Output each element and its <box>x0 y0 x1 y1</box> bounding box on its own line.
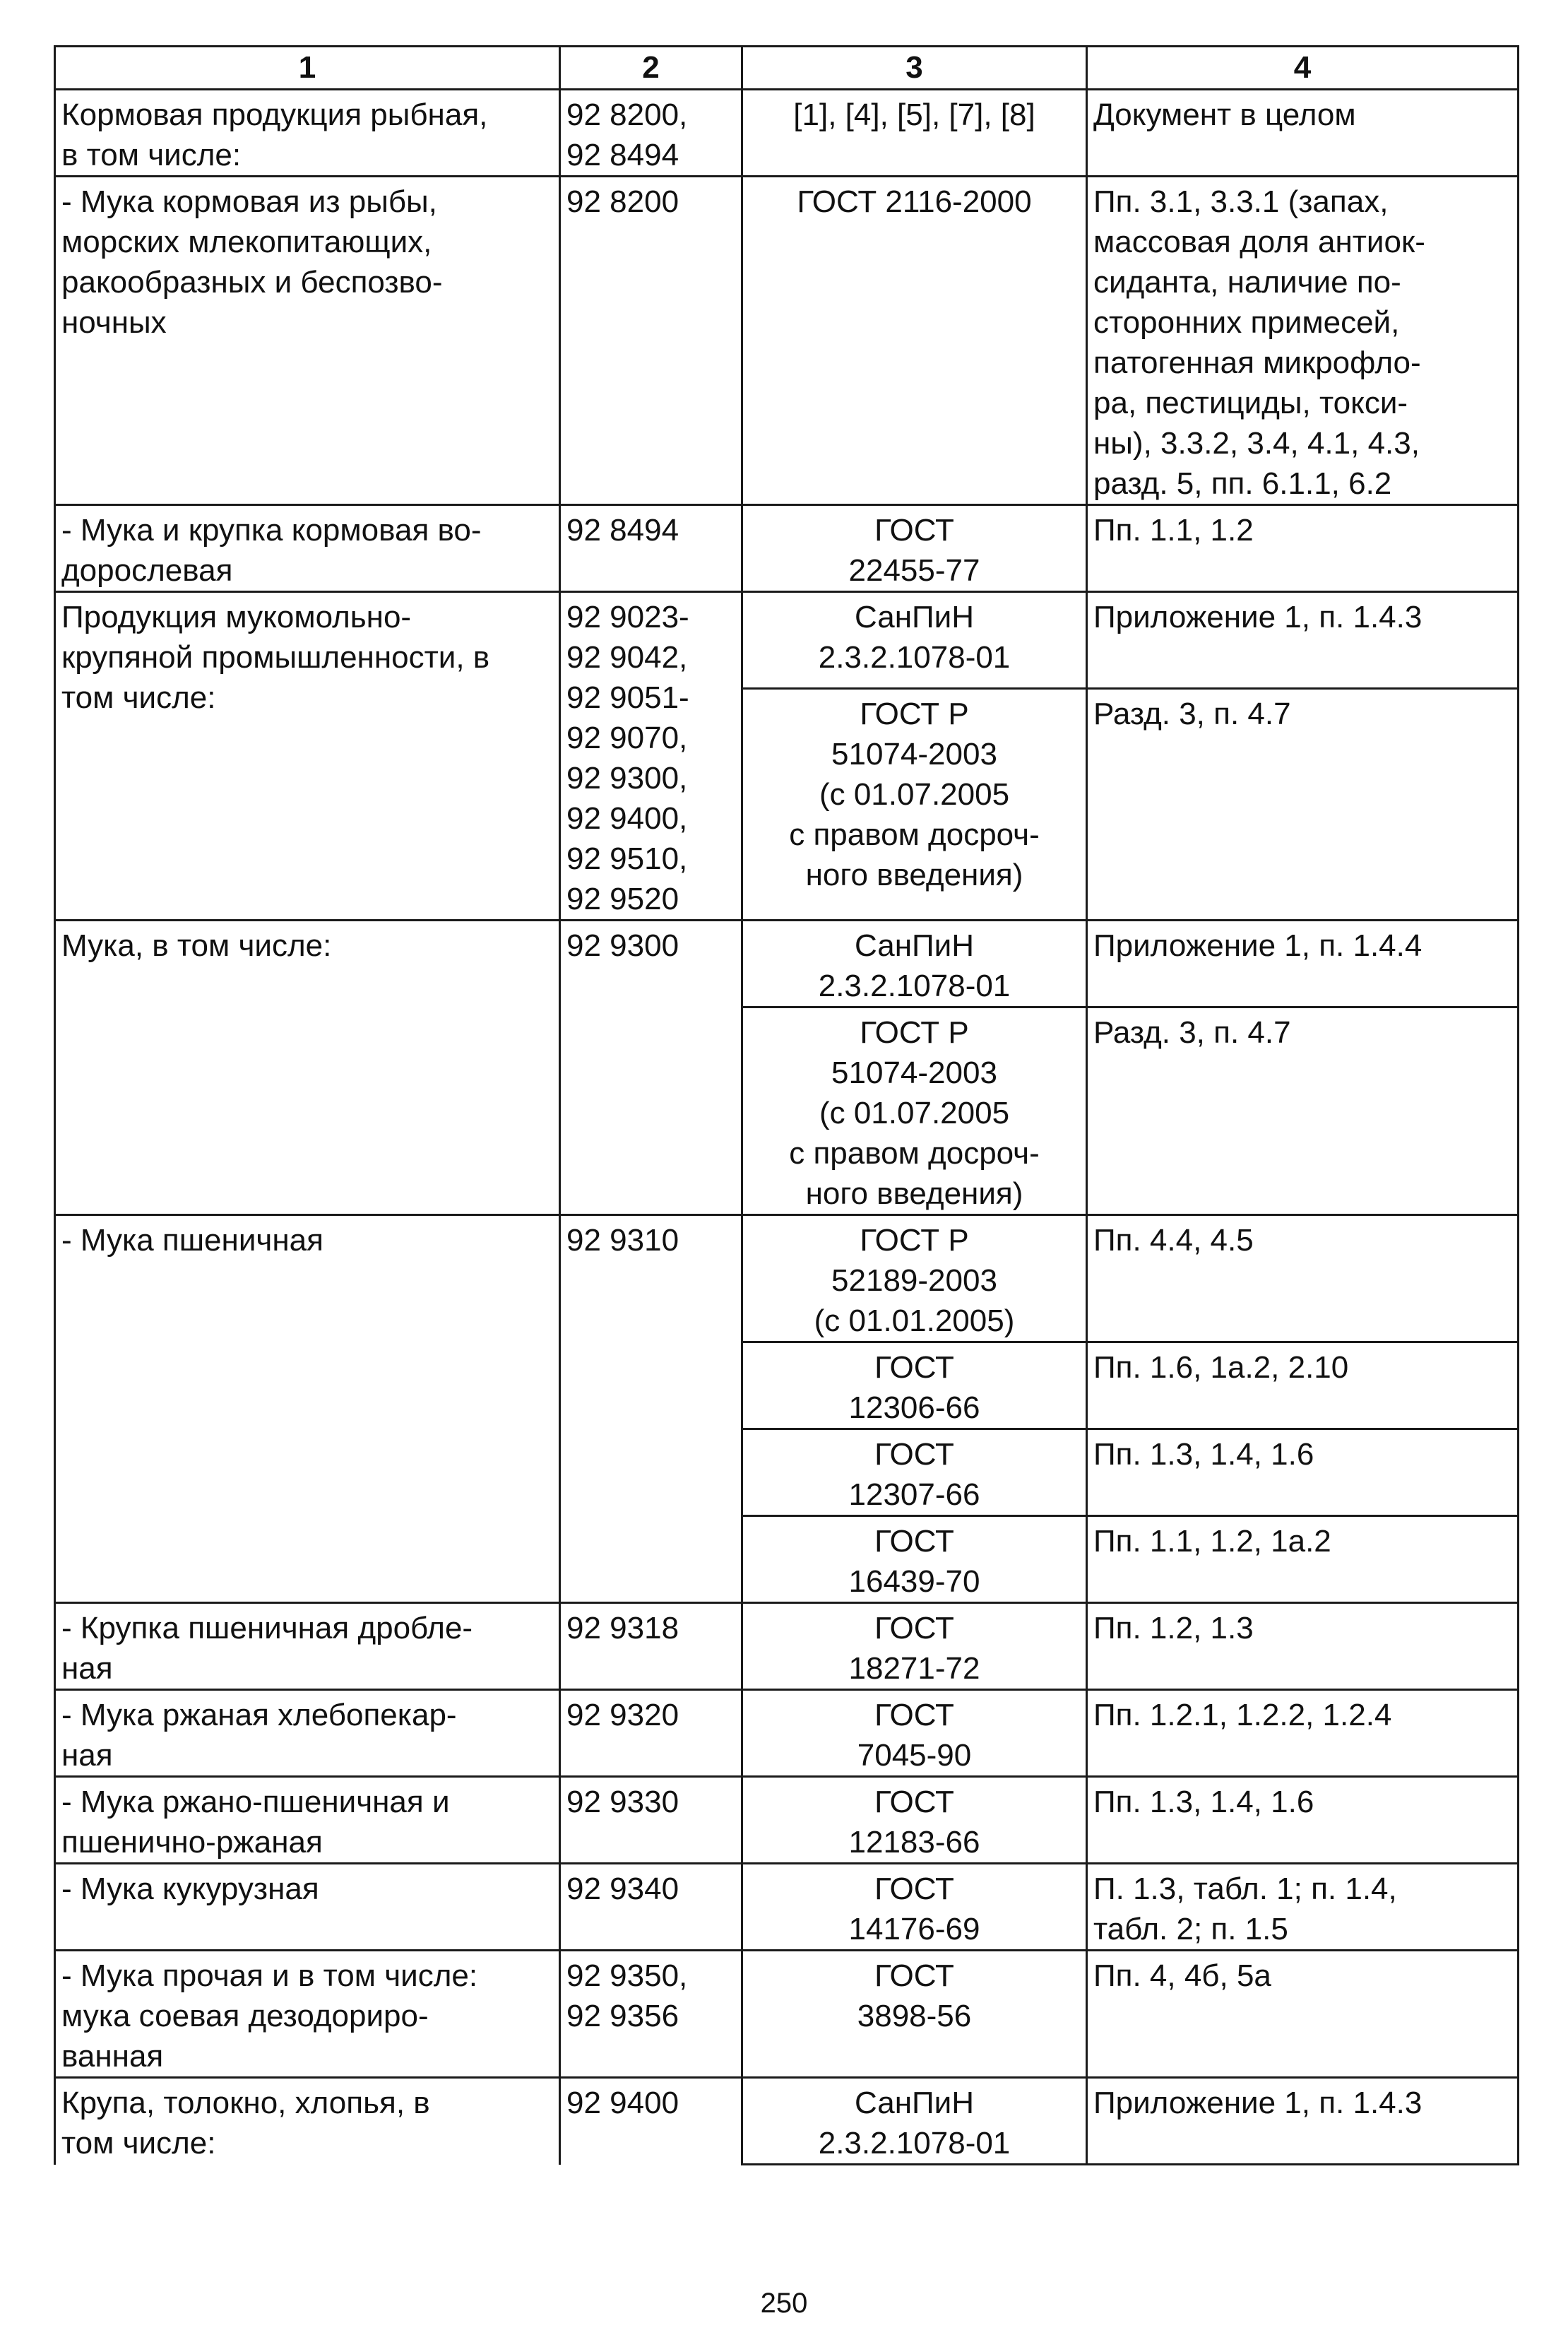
document-cell: СанПиН 2.3.2.1078-01 <box>742 921 1087 1007</box>
code-cell: 92 9320 <box>560 1690 742 1777</box>
requirements-cell: Пп. 1.6, 1а.2, 2.10 <box>1087 1342 1519 1429</box>
document-cell: [1], [4], [5], [7], [8] <box>742 90 1087 177</box>
product-cell: - Мука и крупка кормовая во- дорослевая <box>55 505 560 592</box>
product-cell: - Мука пшеничная <box>55 1215 560 1603</box>
code-cell: 92 8200, 92 8494 <box>560 90 742 177</box>
document-cell: ГОСТ 12306-66 <box>742 1342 1087 1429</box>
document-cell: ГОСТ 3898-56 <box>742 1951 1087 2078</box>
table-row <box>55 1864 1519 1951</box>
requirements-cell: Пп. 1.1, 1.2, 1а.2 <box>1087 1516 1519 1603</box>
requirements-cell: Разд. 3, п. 4.7 <box>1087 1007 1519 1215</box>
requirements-cell: Пп. 4.4, 4.5 <box>1087 1215 1519 1342</box>
document-cell: СанПиН 2.3.2.1078-01 <box>742 2078 1087 2165</box>
document-cell: СанПиН 2.3.2.1078-01 <box>742 592 1087 689</box>
product-cell: - Мука кормовая из рыбы, морских млекопитающих, ракообразных и беспозво- ночных <box>55 177 560 505</box>
page-number: 250 <box>760 2288 808 2319</box>
product-cell: Продукция мукомольно- крупяной промышленности, в том числе: <box>55 592 560 921</box>
product-cell: - Мука ржано-пшеничная и пшенично-ржаная <box>55 1777 560 1864</box>
product-cell: Мука, в том числе: <box>55 921 560 1215</box>
header-row <box>55 47 1519 90</box>
requirements-cell: Пп. 1.2, 1.3 <box>1087 1603 1519 1690</box>
product-cell: - Мука прочая и в том числе: мука соевая дезодориро- ванная <box>55 1951 560 2078</box>
requirements-cell: Пп. 1.3, 1.4, 1.6 <box>1087 1429 1519 1516</box>
column-header-3: 3 <box>742 47 1087 90</box>
document-cell: ГОСТ Р 52189-2003 (с 01.01.2005) <box>742 1215 1087 1342</box>
table-row <box>55 1951 1519 2078</box>
code-cell: 92 8200 <box>560 177 742 505</box>
requirements-cell: Документ в целом <box>1087 90 1519 177</box>
column-header-4: 4 <box>1087 47 1519 90</box>
document-cell: ГОСТ Р 51074-2003 (с 01.07.2005 с правом досроч- ного введения) <box>742 689 1087 921</box>
table-row <box>55 90 1519 177</box>
document-cell: ГОСТ 22455-77 <box>742 505 1087 592</box>
code-cell: 92 9310 <box>560 1215 742 1603</box>
product-cell: - Крупка пшеничная дробле- ная <box>55 1603 560 1690</box>
table-row <box>55 592 1519 689</box>
code-cell: 92 9350, 92 9356 <box>560 1951 742 2078</box>
table-row <box>55 1215 1519 1342</box>
table-row <box>55 1603 1519 1690</box>
code-cell: 92 8494 <box>560 505 742 592</box>
table-row <box>55 1777 1519 1864</box>
document-cell: ГОСТ 12307-66 <box>742 1429 1087 1516</box>
requirements-cell: Разд. 3, п. 4.7 <box>1087 689 1519 921</box>
product-cell: Крупа, толокно, хлопья, в том числе: <box>55 2078 560 2165</box>
code-cell: 92 9318 <box>560 1603 742 1690</box>
column-header-2: 2 <box>560 47 742 90</box>
requirements-cell: Приложение 1, п. 1.4.3 <box>1087 2078 1519 2165</box>
requirements-cell: Пп. 1.1, 1.2 <box>1087 505 1519 592</box>
requirements-cell: Пп. 1.2.1, 1.2.2, 1.2.4 <box>1087 1690 1519 1777</box>
document-cell: ГОСТ Р 51074-2003 (с 01.07.2005 с правом досроч- ного введения) <box>742 1007 1087 1215</box>
document-cell: ГОСТ 7045-90 <box>742 1690 1087 1777</box>
document-cell: ГОСТ 16439-70 <box>742 1516 1087 1603</box>
table-row <box>55 2078 1519 2165</box>
table-row <box>55 1690 1519 1777</box>
document-cell: ГОСТ 14176-69 <box>742 1864 1087 1951</box>
requirements-cell: П. 1.3, табл. 1; п. 1.4, табл. 2; п. 1.5 <box>1087 1864 1519 1951</box>
column-header-1: 1 <box>55 47 560 90</box>
document-cell: ГОСТ 2116-2000 <box>742 177 1087 505</box>
requirements-cell: Пп. 3.1, 3.3.1 (запах, массовая доля антиок- сиданта, наличие по- сторонних примесей, патогенная микрофло- ра, пестициды, токси- ны), 3.3.2, 3.4, 4.1, 4.3, разд. 5, пп. 6.1.1, 6.2 <box>1087 177 1519 505</box>
requirements-cell: Пп. 1.3, 1.4, 1.6 <box>1087 1777 1519 1864</box>
requirements-cell: Пп. 4, 4б, 5а <box>1087 1951 1519 2078</box>
table-row <box>55 177 1519 505</box>
product-cell: - Мука кукурузная <box>55 1864 560 1951</box>
code-cell: 92 9330 <box>560 1777 742 1864</box>
product-cell: Кормовая продукция рыбная, в том числе: <box>55 90 560 177</box>
code-cell: 92 9400 <box>560 2078 742 2165</box>
regulatory-table <box>54 45 1519 2165</box>
code-cell: 92 9300 <box>560 921 742 1215</box>
document-cell: ГОСТ 12183-66 <box>742 1777 1087 1864</box>
code-cell: 92 9023- 92 9042, 92 9051- 92 9070, 92 9300, 92 9400, 92 9510, 92 9520 <box>560 592 742 921</box>
table-row <box>55 921 1519 1007</box>
requirements-cell: Приложение 1, п. 1.4.3 <box>1087 592 1519 689</box>
table-row <box>55 505 1519 592</box>
requirements-cell: Приложение 1, п. 1.4.4 <box>1087 921 1519 1007</box>
document-cell: ГОСТ 18271-72 <box>742 1603 1087 1690</box>
product-cell: - Мука ржаная хлебопекар- ная <box>55 1690 560 1777</box>
code-cell: 92 9340 <box>560 1864 742 1951</box>
